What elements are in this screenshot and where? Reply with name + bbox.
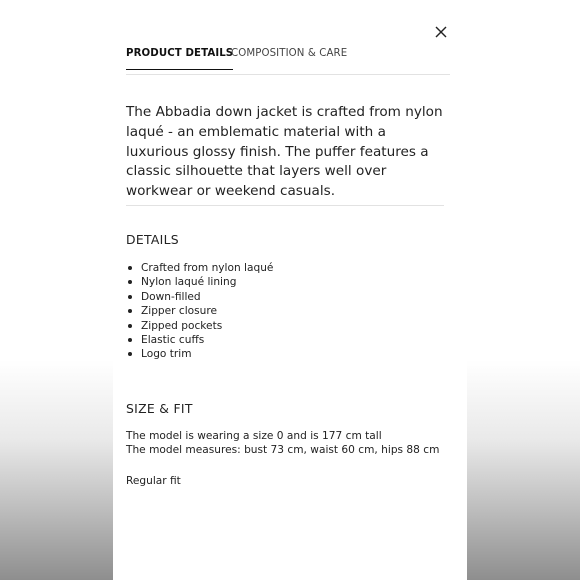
list-item: Zipped pockets	[126, 319, 273, 333]
close-button[interactable]	[431, 22, 451, 42]
product-info-panel	[113, 0, 467, 580]
close-icon	[431, 22, 451, 42]
details-heading: DETAILS	[126, 232, 179, 247]
list-item: Logo trim	[126, 347, 273, 361]
details-list	[126, 261, 273, 362]
tab-composition-care[interactable]: COMPOSITION & CARE	[231, 48, 348, 59]
list-item: Zipper closure	[126, 304, 273, 318]
list-item: Down-filled	[126, 290, 273, 304]
list-item: Nylon laqué lining	[126, 275, 273, 289]
model-measurements-text: The model measures: bust 73 cm, waist 60 cm, hips 88 cm	[126, 444, 440, 456]
list-item: Elastic cuffs	[126, 333, 273, 347]
tab-bar	[126, 46, 450, 75]
size-fit-heading: SIZE & FIT	[126, 401, 193, 416]
tab-product-details[interactable]: PRODUCT DETAILS	[126, 48, 233, 70]
model-size-text: The model is wearing a size 0 and is 177 cm tall	[126, 430, 382, 442]
fit-text: Regular fit	[126, 475, 181, 487]
list-item: Crafted from nylon laqué	[126, 261, 273, 275]
product-description: The Abbadia down jacket is crafted from nylon laqué - an emblematic material with a luxurious glossy finish. The puffer features a classic silhouette that layers well over workwear or weekend casuals.	[126, 103, 444, 206]
